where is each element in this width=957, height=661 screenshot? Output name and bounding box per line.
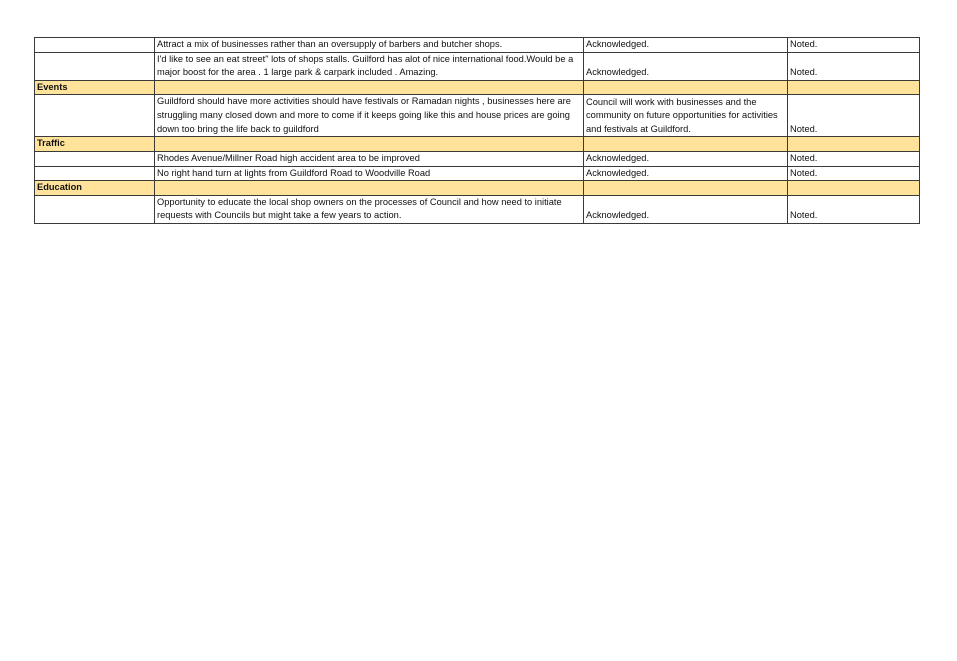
category-cell xyxy=(35,95,155,137)
category-cell xyxy=(35,52,155,80)
table-row xyxy=(35,52,920,80)
feedback-table xyxy=(34,37,920,224)
section-fill-cell xyxy=(584,80,788,95)
table-row xyxy=(35,166,920,181)
section-label: Education xyxy=(35,181,155,196)
section-fill-cell xyxy=(155,137,584,152)
section-fill-cell xyxy=(155,181,584,196)
feedback-cell: I'd like to see an eat street" lots of shops stalls. Guilford has alot of nice international food.Would be a major boost for the area . 1 large park & carpark included . Amazing. xyxy=(155,52,584,80)
feedback-cell: No right hand turn at lights from Guildford Road to Woodville Road xyxy=(155,166,584,181)
action-cell: Noted. xyxy=(788,38,920,53)
response-cell: Acknowledged. xyxy=(584,166,788,181)
table-row xyxy=(35,38,920,53)
response-cell: Council will work with businesses and the community on future opportunities for activities and festivals at Guildford. xyxy=(584,95,788,137)
feedback-cell: Guildford should have more activities should have festivals or Ramadan nights , businesses here are struggling many closed down and more to come if it keeps going like this and house prices are going down too bring the life back to guildford xyxy=(155,95,584,137)
section-fill-cell xyxy=(788,181,920,196)
feedback-cell: Rhodes Avenue/Millner Road high accident area to be improved xyxy=(155,151,584,166)
category-cell xyxy=(35,195,155,223)
section-fill-cell xyxy=(788,80,920,95)
feedback-cell: Attract a mix of businesses rather than an oversupply of barbers and butcher shops. xyxy=(155,38,584,53)
section-fill-cell xyxy=(155,80,584,95)
section-row-education xyxy=(35,181,920,196)
category-cell xyxy=(35,151,155,166)
action-cell: Noted. xyxy=(788,52,920,80)
section-fill-cell xyxy=(584,181,788,196)
action-cell: Noted. xyxy=(788,195,920,223)
table-row xyxy=(35,95,920,137)
feedback-cell: Opportunity to educate the local shop owners on the processes of Council and how need to initiate requests with Councils but might take a few years to action. xyxy=(155,195,584,223)
section-row-events xyxy=(35,80,920,95)
section-label: Traffic xyxy=(35,137,155,152)
action-cell: Noted. xyxy=(788,166,920,181)
table-row xyxy=(35,151,920,166)
action-cell: Noted. xyxy=(788,151,920,166)
action-cell: Noted. xyxy=(788,95,920,137)
response-cell: Acknowledged. xyxy=(584,195,788,223)
response-cell: Acknowledged. xyxy=(584,38,788,53)
section-row-traffic xyxy=(35,137,920,152)
section-fill-cell xyxy=(788,137,920,152)
response-cell: Acknowledged. xyxy=(584,52,788,80)
category-cell xyxy=(35,166,155,181)
category-cell xyxy=(35,38,155,53)
response-cell: Acknowledged. xyxy=(584,151,788,166)
section-fill-cell xyxy=(584,137,788,152)
table-row xyxy=(35,195,920,223)
section-label: Events xyxy=(35,80,155,95)
